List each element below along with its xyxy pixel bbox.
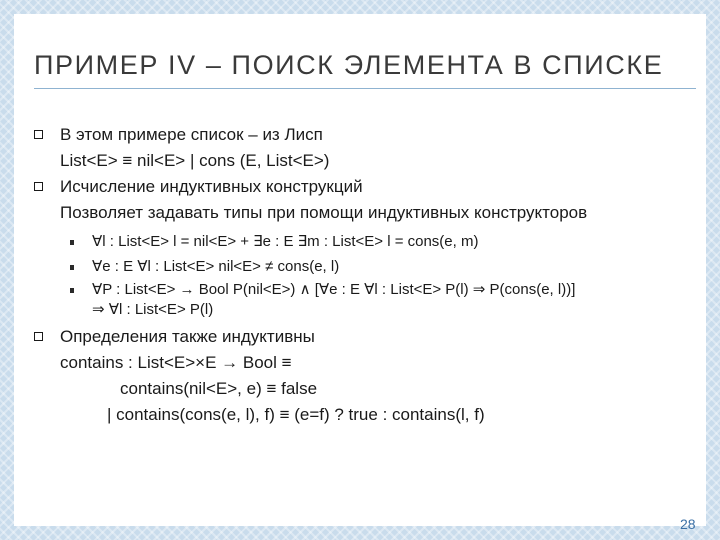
inductive-types-text: Позволяет задавать типы при помощи индуктивных конструкторов — [60, 203, 588, 222]
small-square-bullet-icon — [70, 265, 74, 270]
sub-bullet-induction-principle: ∀P : List<E> → Bool P(nil<E>) ∧ [∀e : E ∀l : List<E> P(l) ⇒ P(cons(e, l))] — [92, 281, 576, 298]
bullet-text-inductive-definitions: Определения также индуктивны — [60, 327, 315, 346]
checkbox-square-icon — [34, 130, 43, 139]
small-square-bullet-icon — [70, 288, 74, 293]
checkbox-square-icon — [34, 182, 43, 191]
sub-bullet-list-cases: ∀l : List<E> l = nil<E> + ∃e : E ∃m : List<E> l = cons(e, m) — [92, 233, 479, 250]
sub-bullet-nil-not-cons: ∀e : E ∀l : List<E> nil<E> ≠ cons(e, l) — [92, 258, 340, 275]
bullet-text-inductive-calculus: Исчисление индуктивных конструкций — [60, 177, 363, 196]
contains-signature: contains : List<E>×E → Bool ≡ — [60, 353, 292, 372]
list-definition: List<E> ≡ nil<E> | cons (E, List<E>) — [60, 151, 330, 170]
small-square-bullet-icon — [70, 240, 74, 245]
slide-title: ПРИМЕР IV – ПОИСК ЭЛЕМЕНТА В СПИСКЕ — [34, 50, 664, 80]
bullet-text-lisp-list: В этом примере список – из Лисп — [60, 125, 323, 144]
checkbox-square-icon — [34, 332, 43, 341]
contains-nil-case: contains(nil<E>, e) ≡ false — [120, 379, 318, 398]
contains-cons-case: | contains(cons(e, l), f) ≡ (e=f) ? true : contains(l, f) — [107, 405, 485, 424]
page-number: 28 — [680, 516, 696, 532]
induction-conclusion: ⇒ ∀l : List<E> P(l) — [92, 301, 214, 318]
